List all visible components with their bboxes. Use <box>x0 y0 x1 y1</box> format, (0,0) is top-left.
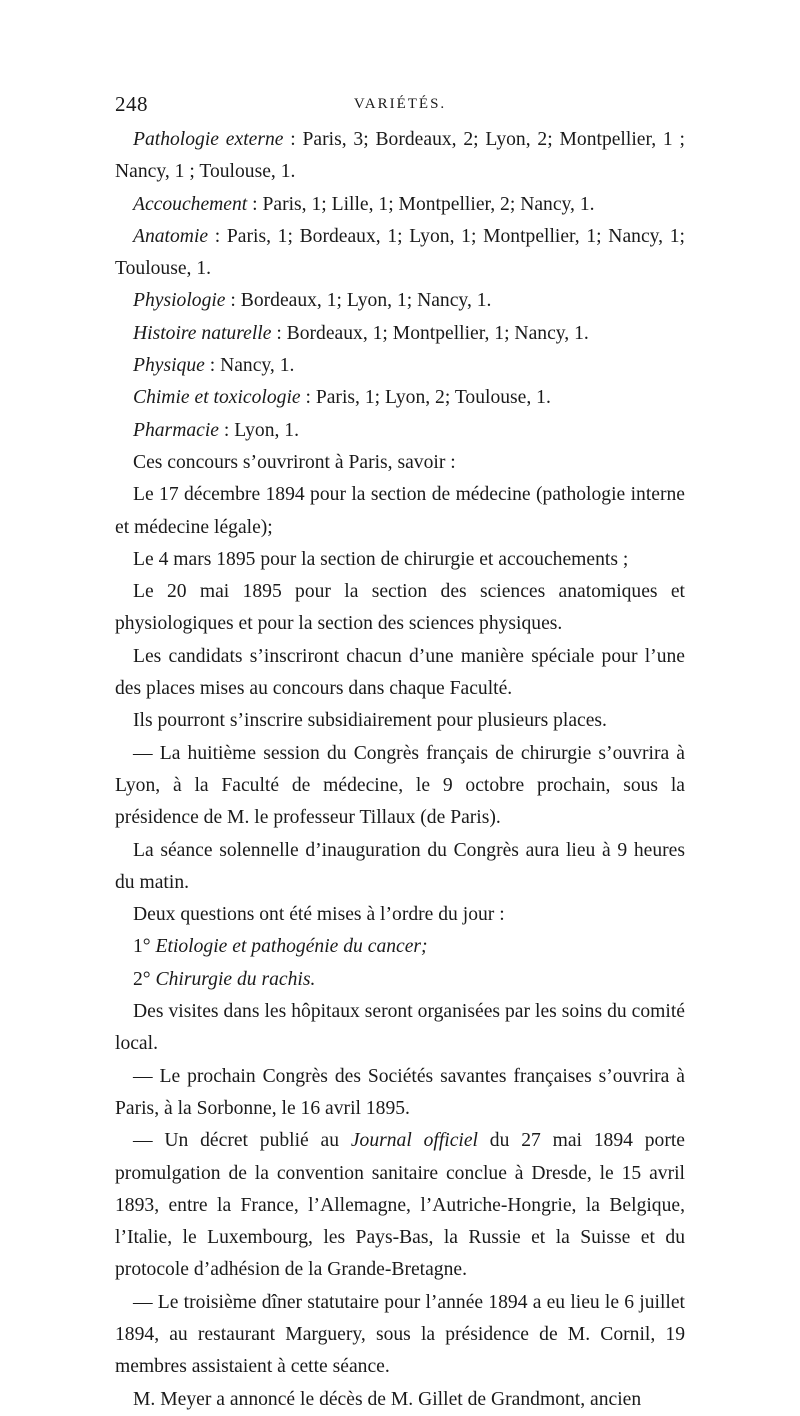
body-text <box>115 124 685 1416</box>
paragraph: — La huitième session du Congrès français de chirurgie s’ouvrira à Lyon, à la Faculté de médecine, le 9 octobre prochain, sous la présidence de M. le professeur Tillaux (de Paris). <box>115 742 685 829</box>
section-label: Accouchement <box>133 193 248 215</box>
paragraph-text: — Un décret publié au <box>133 1130 351 1152</box>
page-number: 248 <box>115 92 148 116</box>
list-number: 2° <box>133 968 156 990</box>
section-label: Physique <box>133 355 205 377</box>
section-label: Pharmacie <box>133 419 219 441</box>
list-item-label: Etiologie et pathogénie du cancer; <box>155 936 428 958</box>
paragraph-text: : Paris, 1; Lyon, 2; Toulouse, 1. <box>300 387 551 409</box>
list-item <box>115 964 685 996</box>
paragraph: M. Meyer a annoncé le décès de M. Gillet de Grandmont, ancien <box>133 1388 642 1410</box>
paragraph-histoire-naturelle <box>115 318 685 350</box>
paragraph: Ces concours s’ouvriront à Paris, savoir : <box>133 451 456 473</box>
list-item <box>115 931 685 963</box>
paragraph: Deux questions ont été mises à l’ordre du jour : <box>133 904 505 926</box>
page-header <box>115 92 685 122</box>
paragraph-text: : Paris, 1; Bordeaux, 1; Lyon, 1; Montpellier, 1; Nancy, 1; Toulouse, 1. <box>115 225 685 280</box>
paragraph-chimie <box>115 382 685 414</box>
paragraph: — Le troisième dîner statutaire pour l’année 1894 a eu lieu le 6 juillet 1894, au restaurant Marguery, sous la présidence de M. Cornil, 19 membres assistaient à cette séance. <box>115 1291 685 1378</box>
section-label: Chimie et toxicologie <box>133 387 301 409</box>
paragraph: Le 17 décembre 1894 pour la section de médecine (pathologie interne et médecine légale); <box>115 484 685 538</box>
section-label: Pathologie externe <box>133 129 284 150</box>
paragraph-accouchement <box>115 189 685 221</box>
running-title: VARIÉTÉS. <box>353 96 447 112</box>
paragraph-physiologie <box>115 285 685 317</box>
paragraph-anatomie <box>115 221 685 286</box>
paragraph: Ils pourront s’inscrire subsidiairement pour plusieurs places. <box>133 710 607 732</box>
paragraph-text: : Paris, 3; Bordeaux, 2; Lyon, 2; Montpellier, 1 ; Nancy, 1 ; Toulouse, 1. <box>115 129 685 183</box>
section-label: Anatomie <box>133 225 209 247</box>
paragraph: — Le prochain Congrès des Sociétés savantes françaises s’ouvrira à Paris, à la Sorbonne, le 16 avril 1895. <box>115 1065 685 1119</box>
paragraph-text: : Bordeaux, 1; Lyon, 1; Nancy, 1. <box>225 290 492 312</box>
paragraph <box>115 1125 685 1286</box>
paragraph: La séance solennelle d’inauguration du Congrès aura lieu à 9 heures du matin. <box>115 839 685 893</box>
journal-title: Journal officiel <box>350 1130 479 1152</box>
paragraph: Le 4 mars 1895 pour la section de chirurgie et accouchements ; <box>133 548 629 570</box>
paragraph-text: du 27 mai 1894 porte promulgation de la convention sanitaire conclue à Dresde, le 15 avril 1893, entre la France, l’Allemagne, l’Autriche-Hongrie, la Belgique, l’Italie, le Luxembourg, les Pays-Bas, la Russie et la Suisse et du protocole d’adhésion de la Grande-Bretagne. <box>115 1130 686 1281</box>
paragraph-text: : Nancy, 1. <box>204 355 295 377</box>
paragraph-pathologie-externe <box>115 124 685 189</box>
list-item-label: Chirurgie du rachis. <box>155 968 316 990</box>
paragraph-physique <box>115 350 685 382</box>
paragraph: Les candidats s’inscriront chacun d’une manière spéciale pour l’une des places mises au concours dans chaque Faculté. <box>115 645 685 700</box>
paragraph-pharmacie <box>115 415 685 447</box>
paragraph-text: : Bordeaux, 1; Montpellier, 1; Nancy, 1. <box>271 322 589 344</box>
paragraph: Le 20 mai 1895 pour la section des sciences anatomiques et physiologiques et pour la section des sciences physiques. <box>115 581 685 635</box>
section-label: Histoire naturelle <box>133 322 272 344</box>
paragraph-text: : Lyon, 1. <box>218 419 299 441</box>
list-number: 1° <box>133 936 156 958</box>
section-label: Physiologie <box>133 290 226 312</box>
paragraph-text: : Paris, 1; Lille, 1; Montpellier, 2; Nancy, 1. <box>247 193 595 215</box>
paragraph: Des visites dans les hôpitaux seront organisées par les soins du comité local. <box>115 1001 685 1055</box>
